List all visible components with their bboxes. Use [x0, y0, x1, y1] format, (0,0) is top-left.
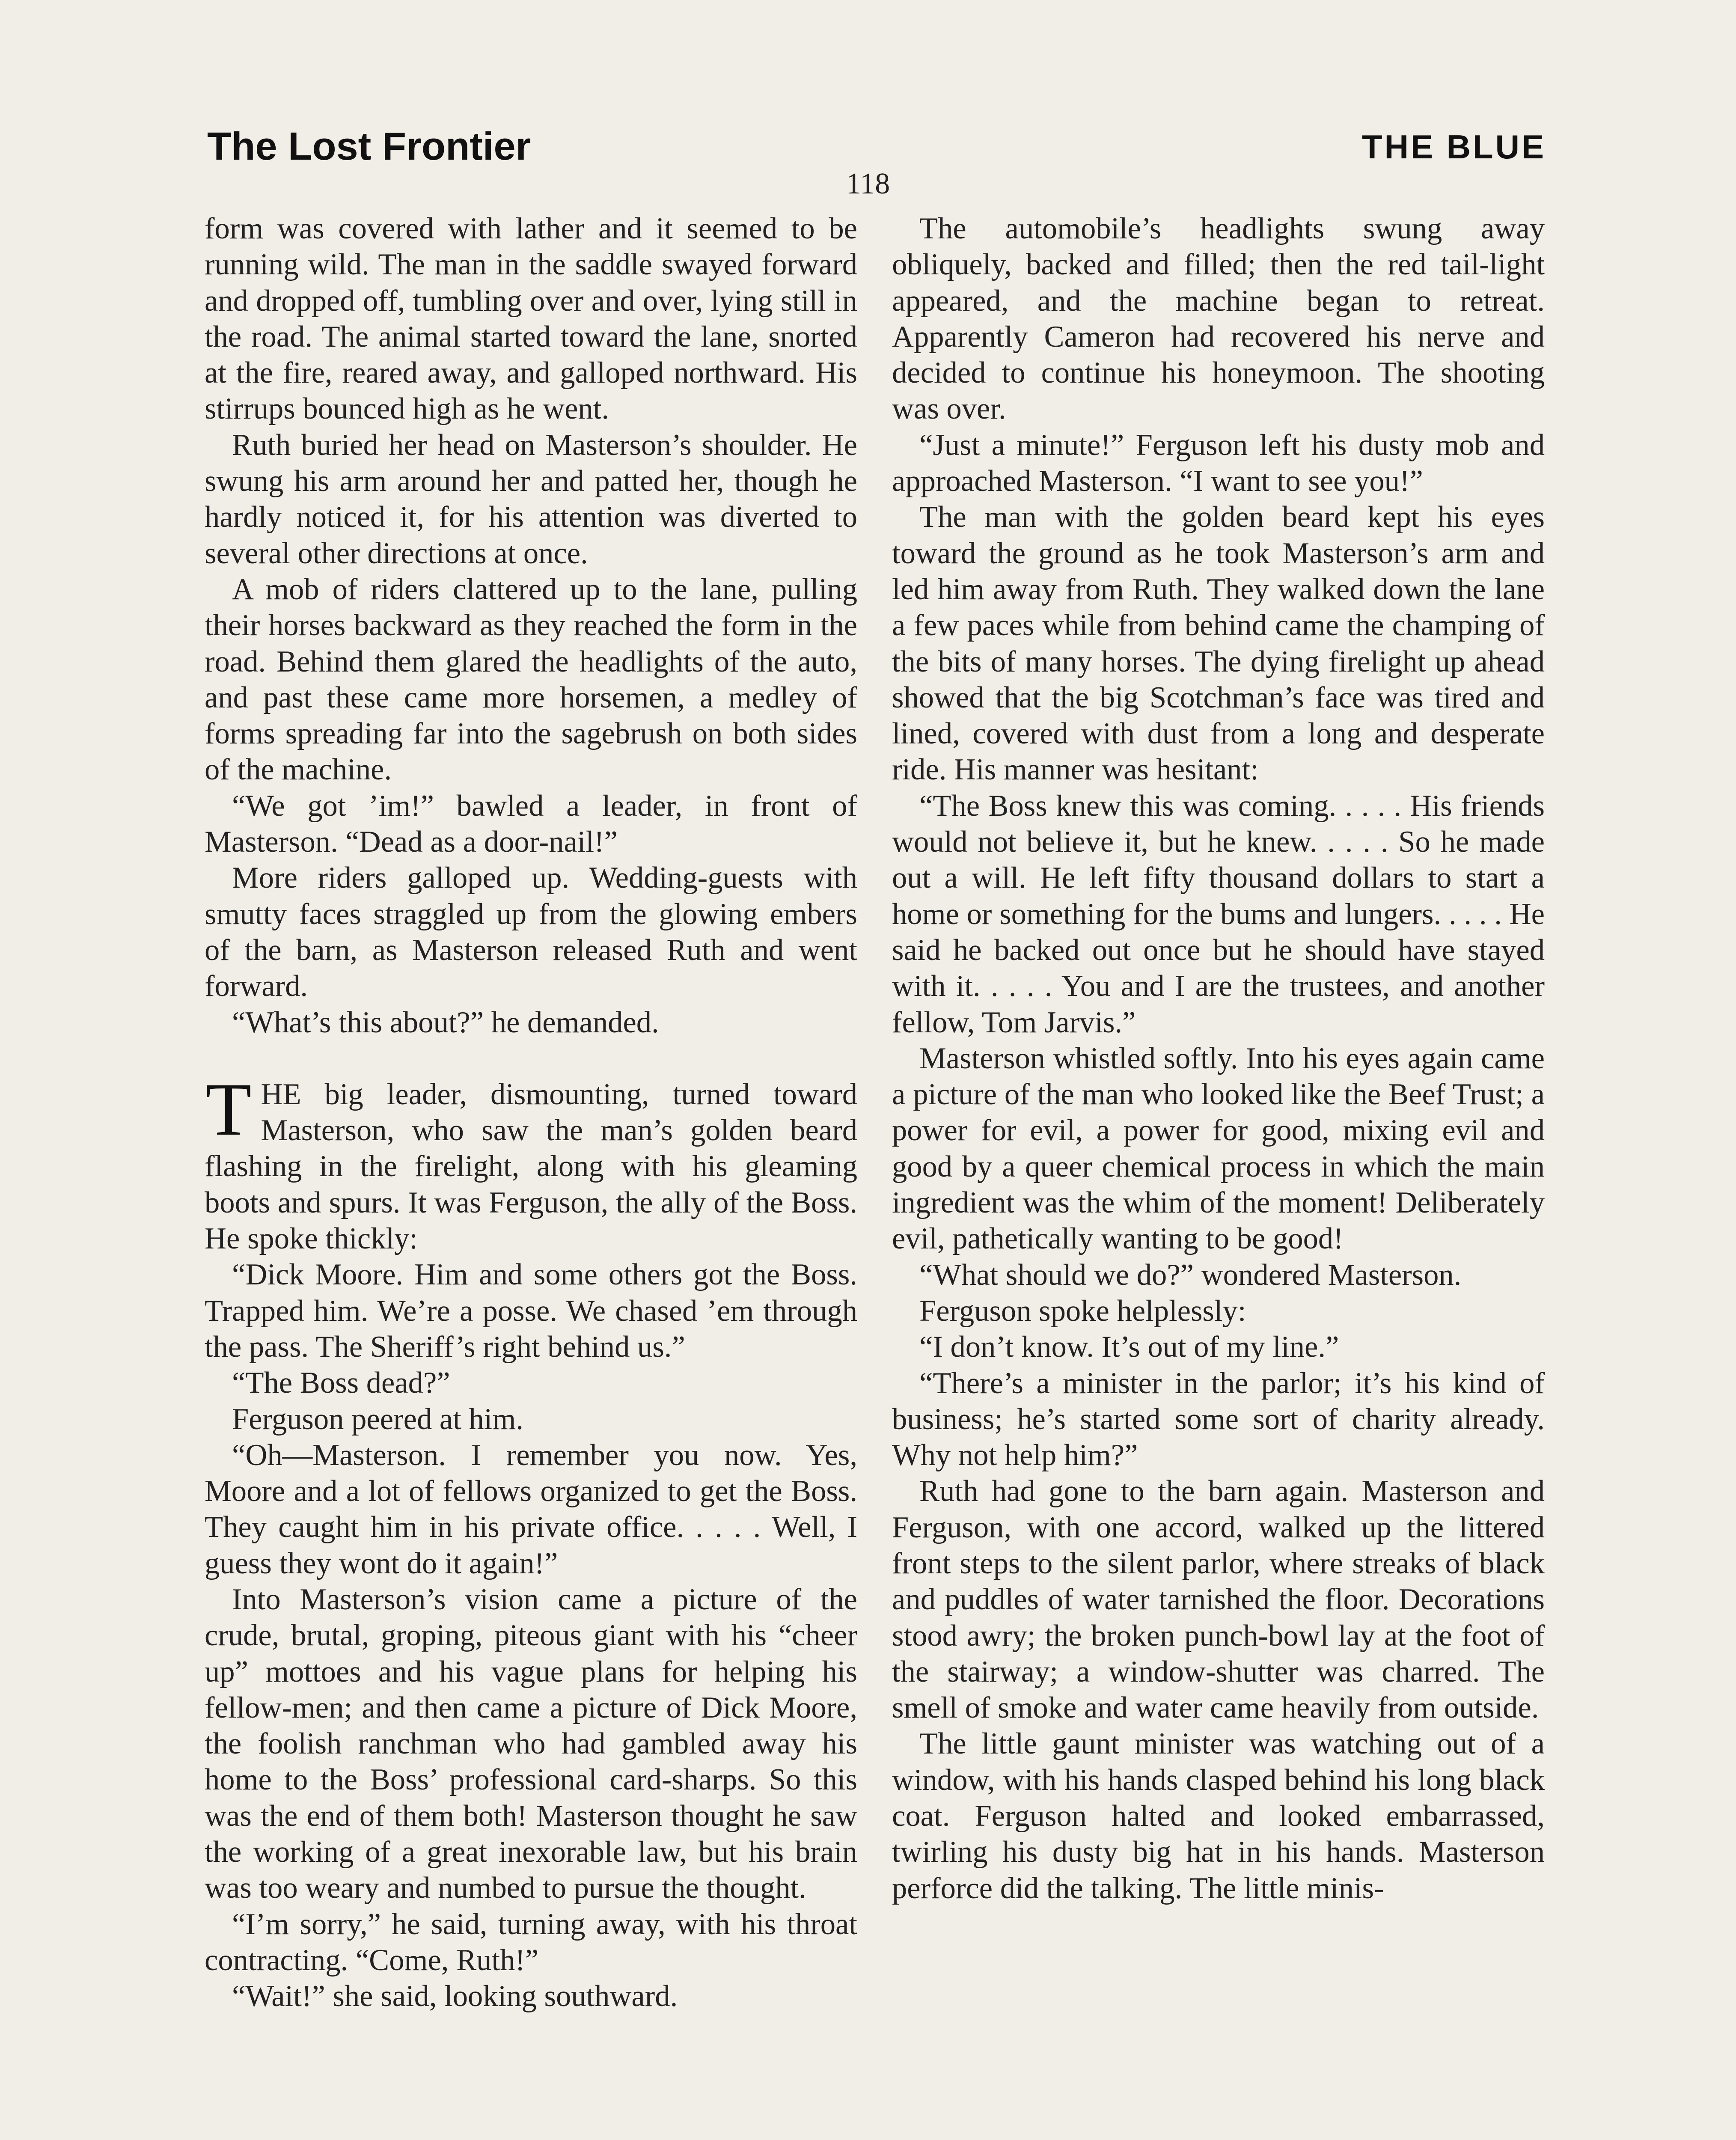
page-number: 118	[846, 167, 890, 200]
opening-smallcaps: HE	[261, 1077, 301, 1111]
paragraph: Ferguson spoke helplessly:	[919, 1294, 1246, 1328]
right-column	[892, 211, 1545, 1906]
paragraph: The man with the golden beard kept his eyes toward the ground as he took Masterson’s arm and led him away from Ruth. They walked down the lane a few paces while from behind came the champing of the bits of many horses. The dying firelight up ahead showed that the big Scotchman’s face was tired and lined, covered with dust from a long and desperate ride. His manner was hesitant:	[892, 500, 1545, 787]
paragraph: The automobile’s headlights swung away obliquely, backed and filled; then the red tail-light appeared, and the machine began to retreat. Apparently Cameron had recovered his nerve and decided to continue his honeymoon. The shooting was over.	[892, 212, 1545, 426]
paragraph: More riders galloped up. Wedding-guests with smutty faces straggled up from the glowing embers of the barn, as Masterson released Ruth and went forward.	[205, 861, 857, 1003]
paragraph: “What should we do?” wondered Masterson.	[919, 1258, 1462, 1292]
opening-text: big leader, dismounting, turned toward Masterson, who saw the man’s golden beard flashing in the firelight, along with his gleaming boots and spurs. It was Ferguson, the ally of the Boss. He spoke thickly:	[205, 1077, 857, 1256]
paragraph: “Oh—Masterson. I remember you now. Yes, Moore and a lot of fellows organized to get the Boss. They caught him in his private office. . . . . Well, I guess they wont do it again!”	[205, 1438, 857, 1580]
left-column	[205, 211, 857, 2015]
paragraph: “Dick Moore. Him and some others got the Boss. Trapped him. We’re a posse. We chased ’em through the pass. The Sheriff’s right behind us.”	[205, 1258, 857, 1364]
paragraph: “What’s this about?” he demanded.	[232, 1005, 659, 1039]
paragraph: “The Boss knew this was coming. . . . . His friends would not believe it, but he knew. . . . . So he made out a will. He left fifty thousand dollars to start a home or something for the bums and lungers. . . . . He said he backed out once but he should have stayed with it. . . . . You and I are the trustees, and another fellow, Tom Jarvis.”	[892, 789, 1545, 1039]
paragraph: “I don’t know. It’s out of my line.”	[919, 1330, 1339, 1364]
drop-cap: T	[205, 1067, 252, 1151]
magazine-name: THE BLUE	[1362, 128, 1546, 166]
paragraph: “Just a minute!” Ferguson left his dusty mob and approached Masterson. “I want to see you!”	[892, 428, 1545, 498]
paragraph: Ruth had gone to the barn again. Masterson and Ferguson, with one accord, walked up the littered front steps to the silent parlor, where streaks of black and puddles of water tarnished the floor. Decorations stood awry; the broken punch-bowl lay at the foot of the stairway; a window-shutter was charred. The smell of smoke and water came heavily from outside.	[892, 1474, 1545, 1725]
running-title: The Lost Frontier	[207, 125, 531, 168]
section-opening-paragraph	[205, 1067, 857, 1257]
paragraph: Masterson whistled softly. Into his eyes again came a picture of the man who looked like the Beef Trust; a power for evil, a power for good, mixing evil and good by a queer chemical process in which the main ingredient was the whim of the moment! Deliberately evil, pathetically wanting to be good!	[892, 1041, 1545, 1256]
paragraph: “There’s a minister in the parlor; it’s his kind of business; he’s started some sort of charity already. Why not help him?”	[892, 1366, 1545, 1472]
paragraph: Ferguson peered at him.	[232, 1402, 523, 1436]
paragraph: “The Boss dead?”	[232, 1366, 450, 1400]
paragraph: Ruth buried her head on Masterson’s shoulder. He swung his arm around her and patted her, though he hardly noticed it, for his attention was diverted to several other directions at once.	[205, 428, 857, 570]
paragraph: Into Masterson’s vision came a picture of the crude, brutal, groping, piteous giant with his “cheer up” mottoes and his vague plans for helping his fellow-men; and then came a picture of Dick Moore, the foolish ranchman who had gambled away his home to the Boss’ professional card-sharps. So this was the end of them both! Masterson thought he saw the working of a great inexorable law, but his brain was too weary and numbed to pursue the thought.	[205, 1582, 857, 1905]
paragraph: The little gaunt minister was watching out of a window, with his hands clasped behind his long black coat. Ferguson halted and looked embarrassed, twirling his dusty big hat in his hands. Masterson perforce did the talking. The little minis-	[892, 1727, 1545, 1905]
paragraph: form was covered with lather and it seemed to be running wild. The man in the saddle swayed forward and dropped off, tumbling over and over, lying still in the road. The animal started toward the lane, snorted at the fire, reared away, and galloped northward. His stirrups bounced high as he went.	[205, 212, 857, 426]
paragraph: “We got ’im!” bawled a leader, in front of Masterson. “Dead as a door-nail!”	[205, 789, 857, 859]
paragraph: “Wait!” she said, looking southward.	[232, 1980, 678, 2013]
paragraph: A mob of riders clattered up to the lane, pulling their horses backward as they reached the form in the road. Behind them glared the headlights of the auto, and past these came more horsemen, a medley of forms spreading far into the sagebrush on both sides of the machine.	[205, 572, 857, 787]
paragraph: “I’m sorry,” he said, turning away, with his throat contracting. “Come, Ruth!”	[205, 1907, 857, 1977]
